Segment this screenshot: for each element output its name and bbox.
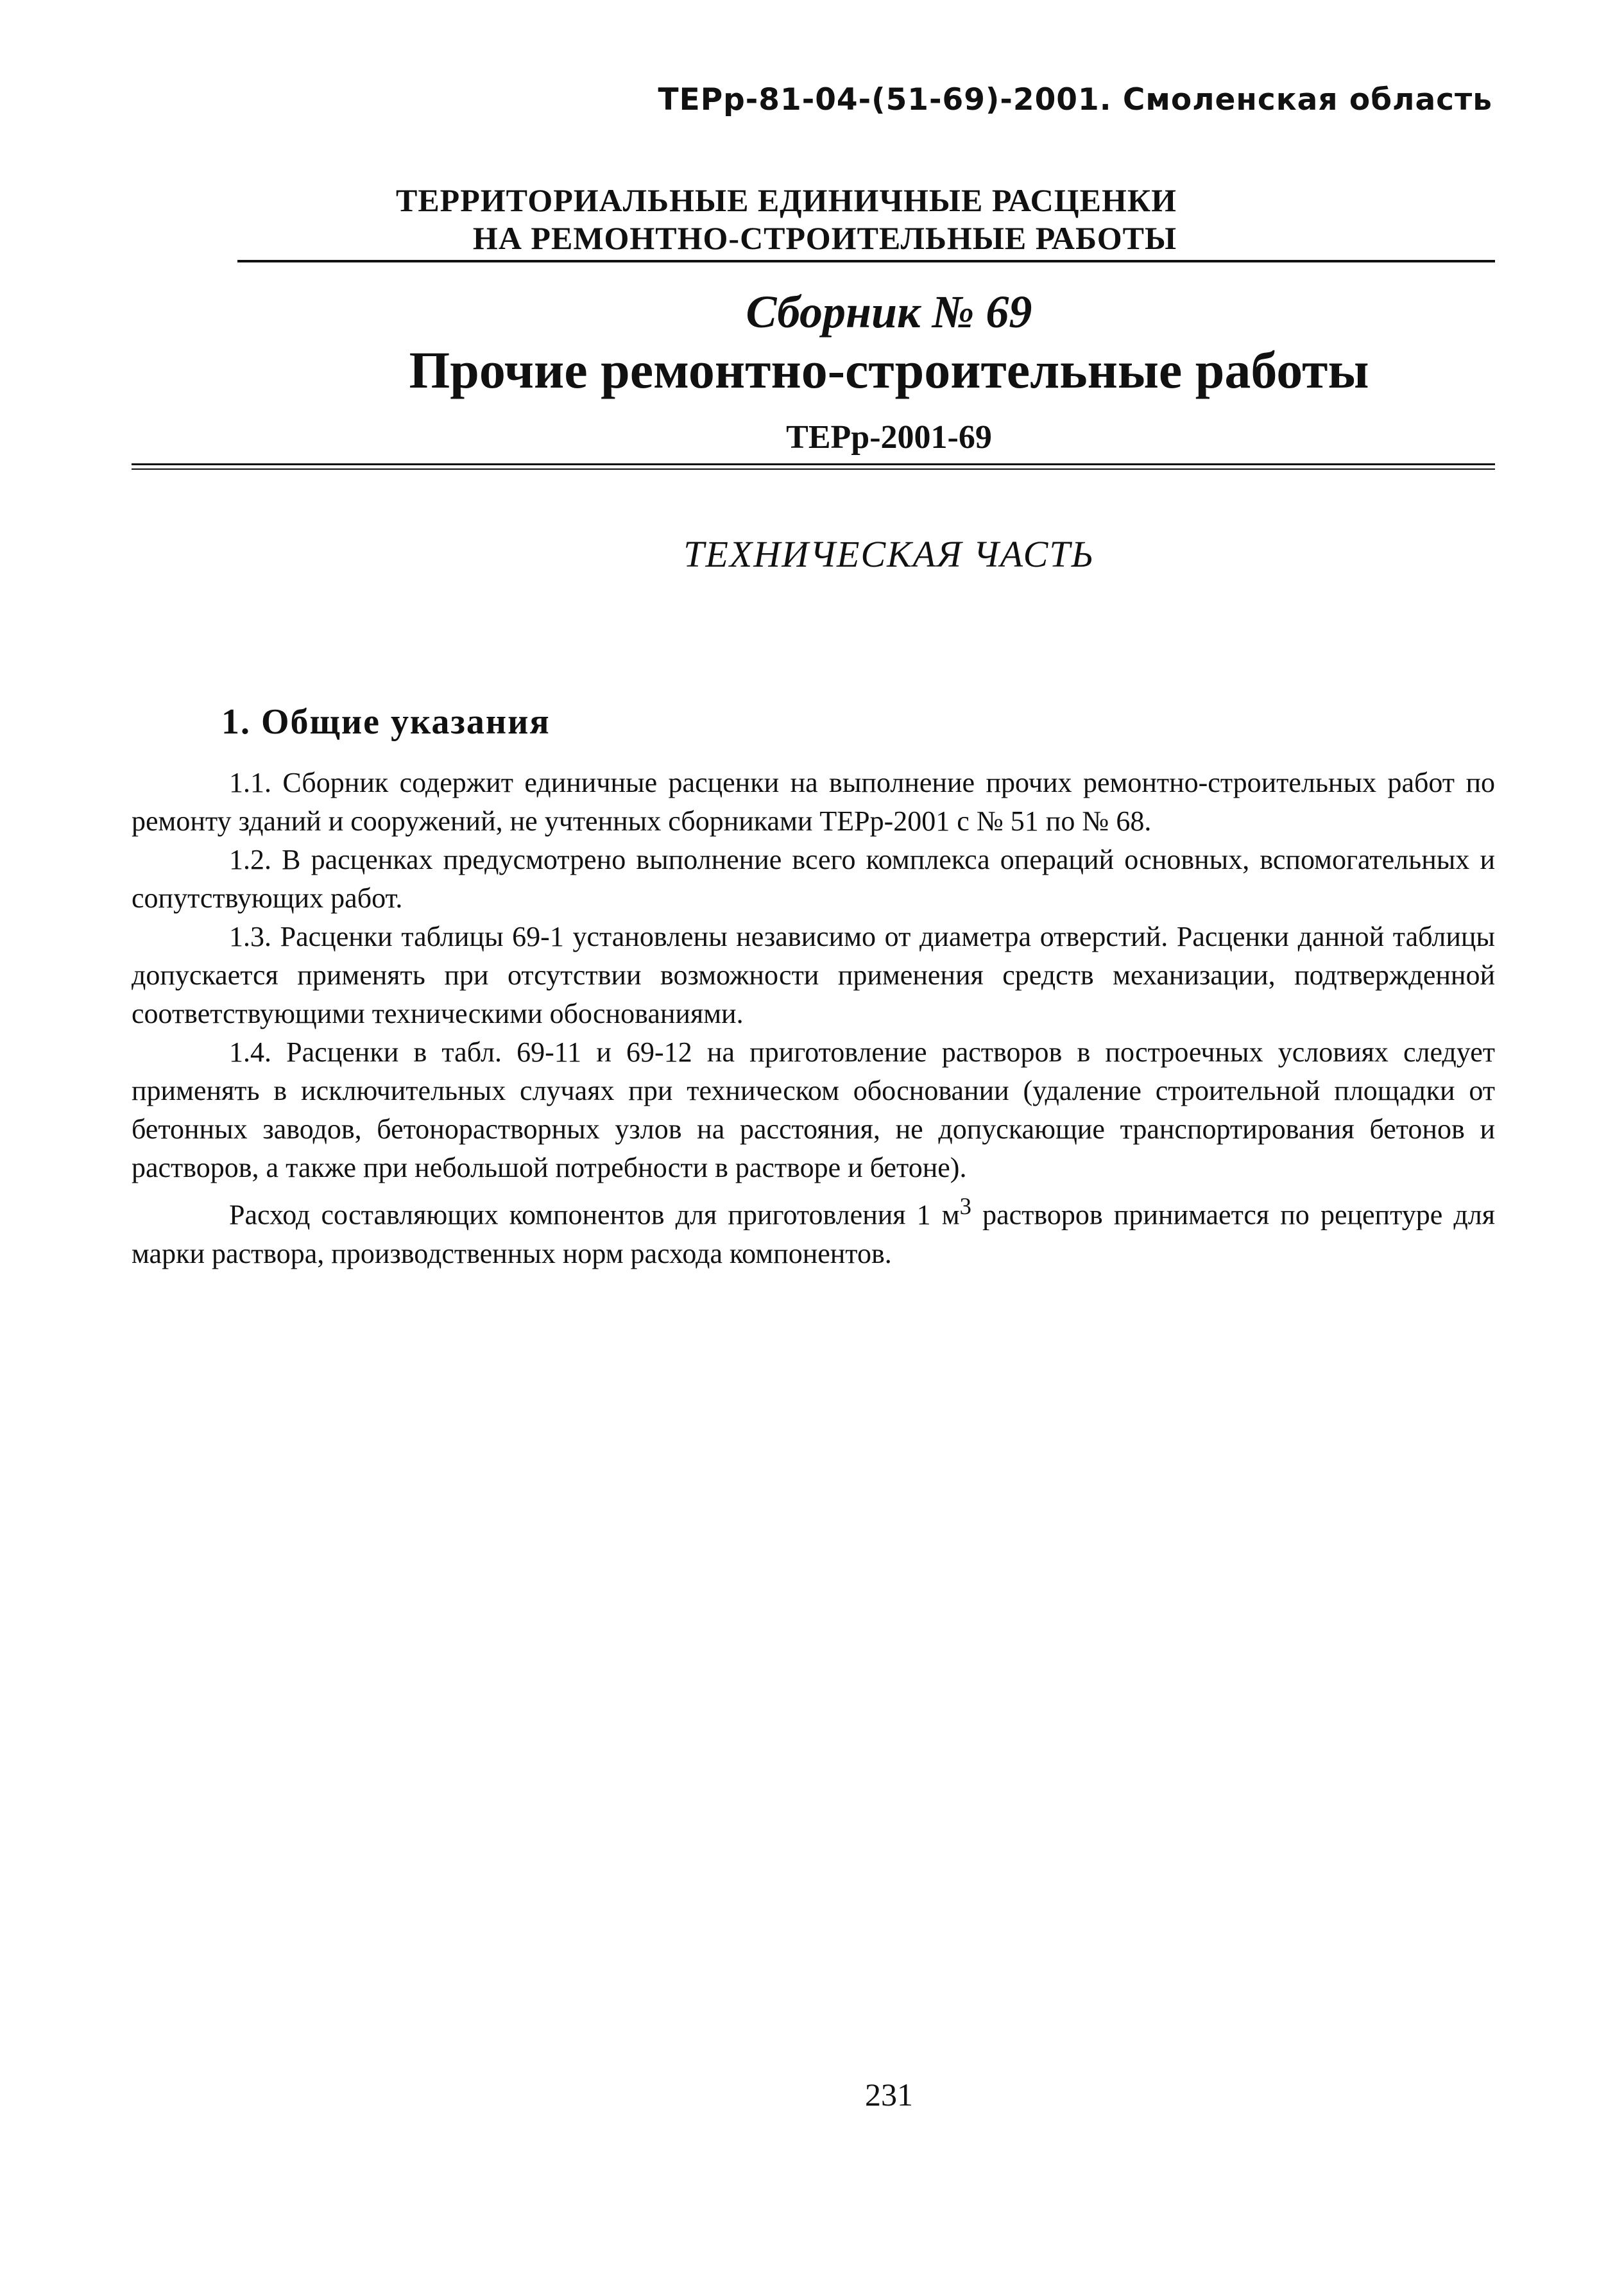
running-header: ТЕРр-81-04-(51-69)-2001. Смоленская область xyxy=(658,82,1492,117)
paragraph-1-3: 1.3. Расценки таблицы 69-1 установлены независимо от диаметра отверстий. Расценки данной таблицы допускается применять при отсутствии возможности применения средств механизации, подтвержденной соответствующими техническими обоснованиями. xyxy=(132,921,1495,1029)
document-type-line-1: ТЕРРИТОРИАЛЬНЫЕ ЕДИНИЧНЫЕ РАСЦЕНКИ xyxy=(395,182,1177,218)
section-title: 1. Общие указания xyxy=(221,702,551,742)
cubic-superscript: 3 xyxy=(959,1193,971,1219)
paragraph-1-4: 1.4. Расценки в табл. 69-11 и 69-12 на приготовление растворов в построечных условиях следует применять в исключительных случаях при техническом обосновании (удаление строительной площадки от бетонных заводов, бетонорастворных узлов на расстояния, не допускающие транспортирования бетонов и растворов, а также при небольшой потребности в растворе и бетоне). xyxy=(132,1036,1495,1183)
part-title: ТЕХНИЧЕСКАЯ ЧАСТЬ xyxy=(683,533,1095,575)
paragraph-consumption-start: Расход составляющих компонентов для приготовления 1 м xyxy=(229,1199,960,1231)
title-divider-double xyxy=(132,468,1495,470)
paragraph-consumption-end: растворов принимается по рецептуре для марки раствора, производственных норм расхода компонентов. xyxy=(132,1199,1495,1269)
page-number: 231 xyxy=(865,2077,913,2113)
paragraph-consumption xyxy=(132,1187,1495,1273)
document-type-line-2: НА РЕМОНТНО-СТРОИТЕЛЬНЫЕ РАБОТЫ xyxy=(472,220,1177,256)
collection-number: Сборник № 69 xyxy=(746,286,1032,338)
header-divider xyxy=(237,260,1495,262)
body-text xyxy=(132,764,1495,1273)
paragraph-1-2: 1.2. В расценках предусмотрено выполнение всего комплекса операций основных, вспомогательных и сопутствующих работ. xyxy=(132,844,1495,914)
collection-code: ТЕРр-2001-69 xyxy=(786,419,992,456)
collection-title: Прочие ремонтно-строительные работы xyxy=(409,341,1369,399)
title-divider xyxy=(132,463,1495,465)
paragraph-1-1: 1.1. Сборник содержит единичные расценки на выполнение прочих ремонтно-строительных работ по ремонту зданий и сооружений, не учтенных сборниками ТЕРр-2001 с № 51 по № 68. xyxy=(132,767,1495,837)
